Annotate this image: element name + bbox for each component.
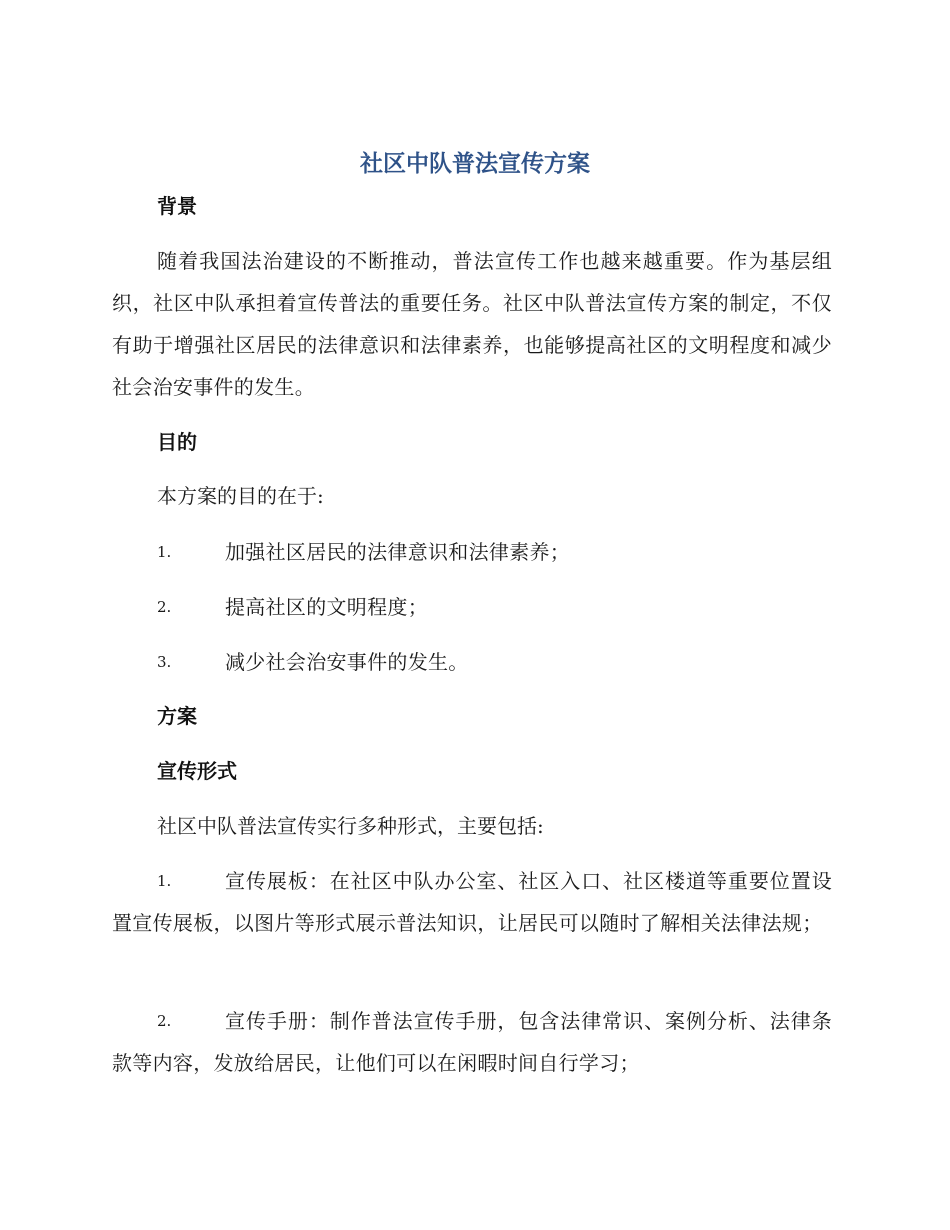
form-intro: 社区中队普法宣传实行多种形式，主要包括: bbox=[157, 814, 544, 838]
list-number: 2. bbox=[157, 598, 172, 616]
purpose-list-item bbox=[112, 531, 832, 573]
list-number: 3. bbox=[157, 653, 172, 671]
background-paragraph: 随着我国法治建设的不断推动，普法宣传工作也越来越重要。作为基层组织，社区中队承担着宣传普法的重要任务。社区中队普法宣传方案的制定，不仅有助于增强社区居民的法律意识和法律素养，也能够提高社区的文明程度和减少社会治安事件的发生。 bbox=[112, 249, 832, 399]
section-heading-background: 背景 bbox=[157, 194, 197, 218]
list-item-text: 宣传展板：在社区中队办公室、社区入口、社区楼道等重要位置设置宣传展板，以图片等形式展示普法知识，让居民可以随时了解相关法律法规； bbox=[112, 869, 832, 935]
list-item-text: 减少社会治安事件的发生。 bbox=[225, 650, 469, 674]
list-number: 2. bbox=[157, 1012, 172, 1030]
list-item-text: 宣传手册：制作普法宣传手册，包含法律常识、案例分析、法律条款等内容，发放给居民，让他们可以在闲暇时间自行学习； bbox=[112, 1009, 832, 1075]
list-number: 1. bbox=[157, 543, 172, 561]
section-heading-purpose: 目的 bbox=[157, 430, 197, 454]
form-list-item bbox=[112, 1000, 832, 1084]
list-number: 1. bbox=[157, 872, 172, 890]
section-heading-plan: 方案 bbox=[157, 704, 197, 728]
form-list-item bbox=[112, 860, 832, 944]
list-item-text: 提高社区的文明程度； bbox=[225, 595, 428, 619]
purpose-list-item bbox=[112, 586, 832, 628]
purpose-intro: 本方案的目的在于: bbox=[157, 484, 324, 508]
purpose-list-item bbox=[112, 641, 832, 683]
list-item-text: 加强社区居民的法律意识和法律素养； bbox=[225, 540, 571, 564]
document-title: 社区中队普法宣传方案 bbox=[360, 151, 590, 177]
section-heading-form: 宣传形式 bbox=[157, 759, 237, 783]
